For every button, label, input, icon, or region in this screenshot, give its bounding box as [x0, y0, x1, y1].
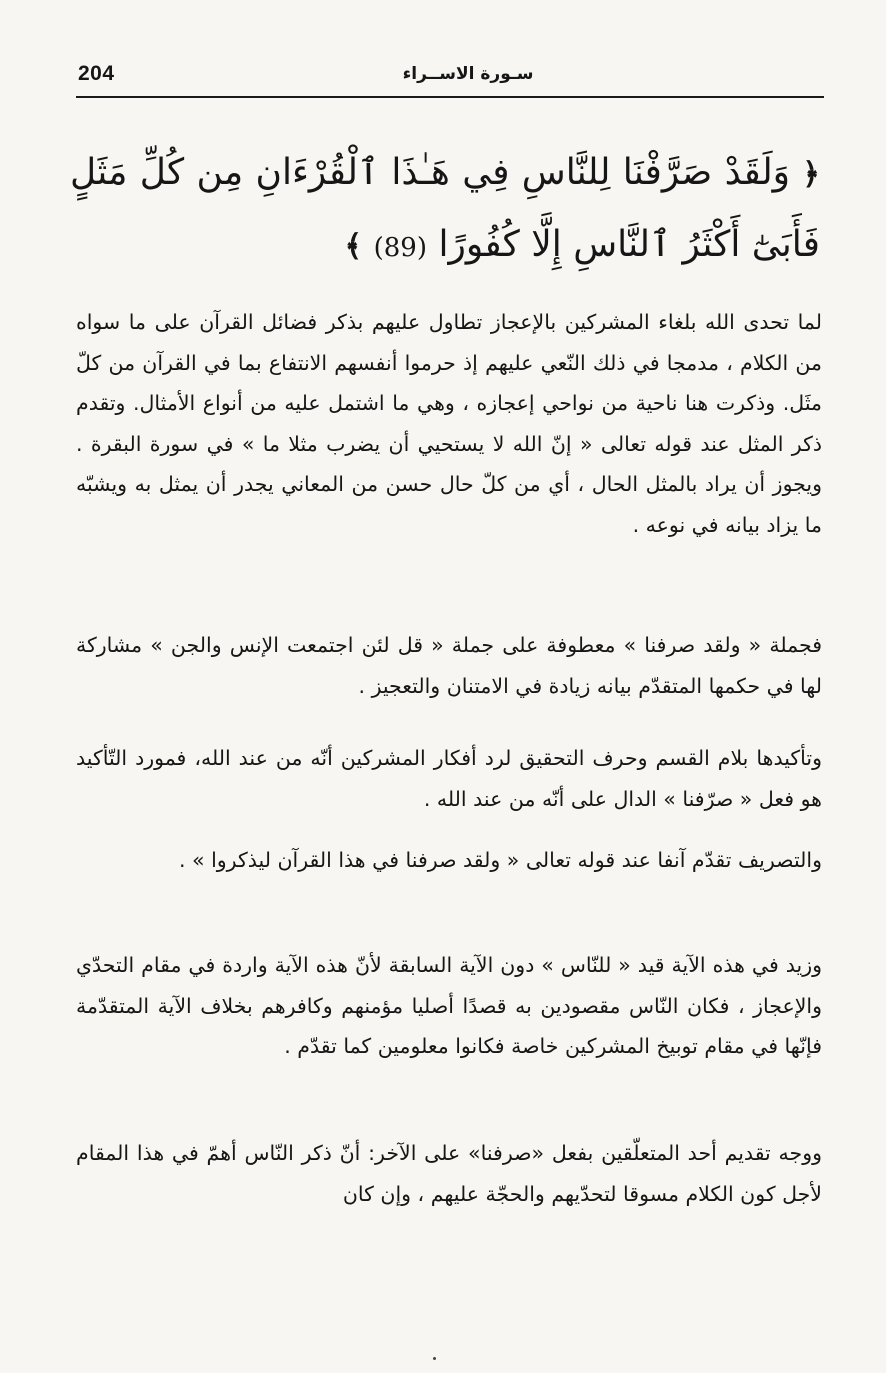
header-divider	[76, 96, 824, 98]
verse-text: وَلَقَدْ صَرَّفْنَا لِلنَّاسِ فِي هَـٰذَا ٱلْقُرْءَانِ مِن كُلِّ مَثَلٍ فَأَبَىٰٓ أَكْثَرُ ٱلنَّاسِ إِلَّا كُفُورًا	[70, 152, 820, 265]
quran-verse	[70, 138, 820, 283]
page-header	[78, 62, 824, 96]
commentary-paragraph-1: لما تحدى الله بلغاء المشركين بالإعجاز تطاول عليهم بذكر فضائل القرآن على ما سواه من الكلام ، مدمجا في ذلك النّعي عليهم إذ حرموا أنفسهم الانتفاع بما في القرآن من كلّ مثَل. وذكرت هنا ناحية من نواحي إعجازه ، وهي ما اشتمل عليه من أنواع الأمثال. وتقدم ذكر المثل عند قوله تعالى « إنّ الله لا يستحيي أن يضرب مثلا ما » في سورة البقرة . ويجوز أن يراد بالمثل الحال ، أي من كلّ حال حسن من المعاني يجدر أن يمثل به ويشبّه ما يزاد بيانه في نوعه .	[76, 310, 822, 537]
scan-speck	[433, 1357, 436, 1360]
ayah-number: (89)	[373, 233, 427, 263]
commentary-paragraph-6: ووجه تقديم أحد المتعلّقين بفعل «صرفنا» على الآخر: أنّ ذكر النّاس أهمّ في هذا المقام لأجل كون الكلام مسوقا لتحدّيهم والحجّة عليهم ، وإن كان	[76, 1141, 822, 1206]
page-number: 204	[78, 62, 115, 85]
commentary-paragraph-3: وتأكيدها بلام القسم وحرف التحقيق لرد أفكار المشركين أنّه من عند الله، فمورد التّأكيد هو فعل « صرّفنا » الدال على أنّه من عند الله .	[76, 746, 822, 811]
verse-close-bracket: ﴾	[344, 229, 363, 264]
commentary-paragraph-5: وزيد في هذه الآية قيد « للنّاس » دون الآية السابقة لأنّ هذه الآية واردة في مقام التحدّي والإعجاز ، فكان النّاس مقصودين به قصدًا أصليا مؤمنهم وكافرهم بخلاف الآية المتقدّمة فإنّها في مقام توبيخ المشركين خاصة فكانوا معلومين كما تقدّم .	[76, 953, 822, 1058]
commentary-paragraph-4: والتصريف تقدّم آنفا عند قوله تعالى « ولقد صرفنا في هذا القرآن ليذكروا » .	[178, 848, 822, 872]
verse-open-bracket: ﴿	[802, 157, 820, 192]
running-title: سـورة الاســراء	[402, 64, 534, 84]
commentary-paragraph-2: فجملة « ولقد صرفنا » معطوفة على جملة « قل لئن اجتمعت الإنس والجن » مشاركة لها في حكمها المتقدّم بيانه زيادة في الامتنان والتعجيز .	[76, 633, 822, 698]
